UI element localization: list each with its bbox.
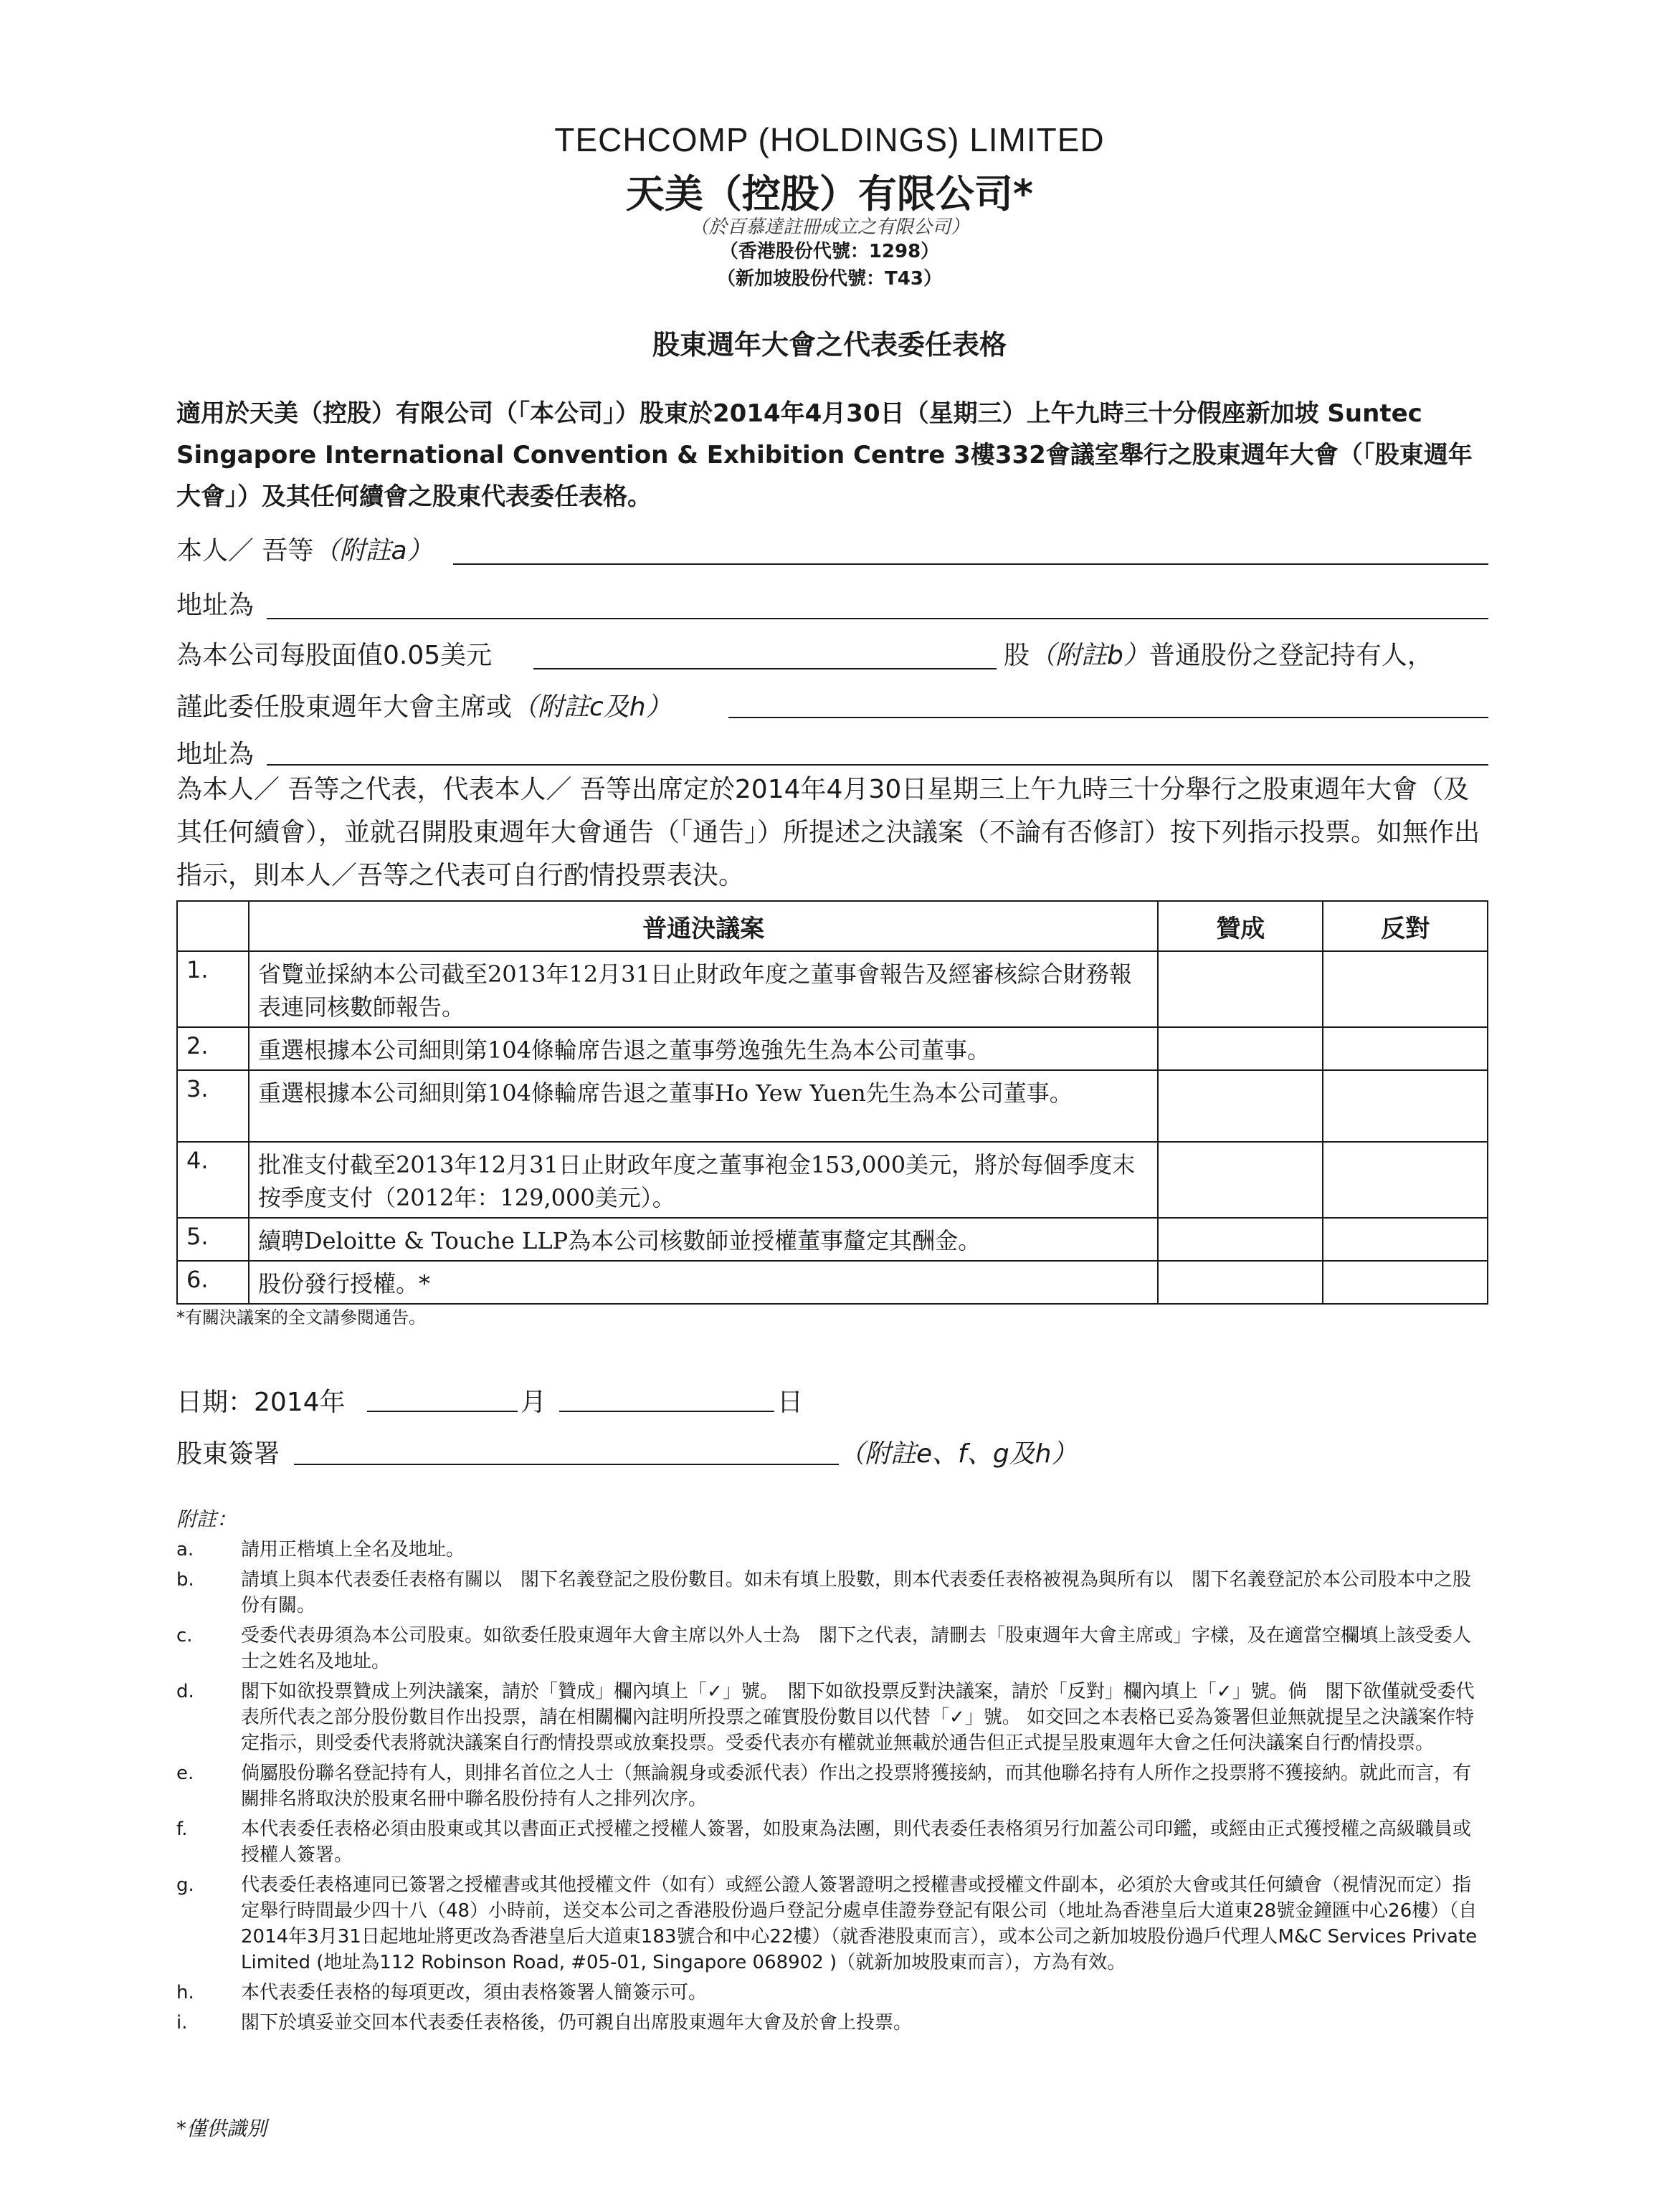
signature-note: （附註e、f、g及h） [839, 1439, 1078, 1469]
note-item [176, 1537, 1488, 1563]
table-row [177, 951, 1488, 1027]
vote-for-cell[interactable] [1158, 1070, 1323, 1142]
row-text: 重選根據本公司細則第104條輪席告退之董事勞逸強先生為本公司董事。 [249, 1027, 1159, 1070]
note-item [176, 1760, 1488, 1812]
note-key: c. [176, 1625, 193, 1646]
intro-paragraph: 適用於天美（控股）有限公司（「本公司」）股東於2014年4月30日（星期三）上午九時三十分假座新加坡 Suntec Singapore International Convention & Exhibition Centre 3樓332會議室舉行之股東週年大會（「股東週年大會」）及其任何續會之股東代表委任表格。 [176, 399, 1473, 511]
row-number: 3. [177, 1070, 249, 1142]
header-for: 贊成 [1158, 901, 1323, 951]
signature-label: 股東簽署 [176, 1439, 280, 1469]
vote-for-cell[interactable] [1158, 951, 1323, 1027]
row-text: 股份發行授權。* [249, 1261, 1159, 1304]
row-number: 1. [177, 951, 249, 1027]
we-note: （附註a） [313, 536, 433, 566]
note-text: 本代表委任表格必須由股東或其以書面正式授權之授權人簽署，如股東為法團，則代表委任表格須另行加蓋公司印鑑，或經由正式獲授權之高級職員或授權人簽署。 [241, 1818, 1472, 1866]
address-field[interactable] [267, 618, 1488, 619]
note-item [176, 1679, 1488, 1756]
note-text: 請填上與本代表委任表格有關以 閣下名義登記之股份數目。如未有填上股數，則本代表委任表格被視為與所有以 閣下名義登記於本公司股本中之股份有關。 [241, 1569, 1472, 1616]
table-header-row [177, 901, 1488, 951]
note-text: 本代表委任表格的每項更改，須由表格簽署人簡簽示可。 [241, 1982, 708, 2003]
note-key: e. [176, 1763, 194, 1784]
note-key: g. [176, 1874, 194, 1896]
day-field[interactable] [559, 1411, 774, 1412]
row-number: 6. [177, 1261, 249, 1304]
proxy-name-field[interactable] [728, 717, 1488, 718]
signature-field[interactable] [294, 1464, 839, 1465]
form-title: 股東週年大會之代表委任表格 [652, 329, 1007, 361]
note-text: 代表委任表格連同已簽署之授權書或其他授權文件（如有）或經公證人簽署證明之授權書或授權文件副本，必須於大會或其任何續會（視情況而定）指定舉行時間最少四十八（48）小時前，送交本公司之香港股份過戶登記分處卓佳證券登記有限公司（地址為香港皇后大道東28號金鐘匯中心26樓）（自2014年3月31日起地址將更改為香港皇后大道東183號合和中心22樓）（就香港股東而言），或本公司之新加坡股份過戶代理人M&C Services Private Limited (地址為112 Robinson Road, #05-01, Singapore 068902 )（就新加坡股東而言），方為有效。 [241, 1874, 1478, 1973]
day-label: 日 [777, 1388, 804, 1417]
header-against: 反對 [1323, 901, 1488, 951]
proxy-address-field[interactable] [267, 764, 1488, 766]
note-key: i. [176, 2012, 188, 2034]
table-row [177, 1218, 1488, 1261]
appoint-row [176, 687, 672, 723]
note-item [176, 1980, 1488, 2006]
note-key: a. [176, 1539, 194, 1560]
row-text: 重選根據本公司細則第104條輪席告退之董事Ho Yew Yuen先生為本公司董事。 [249, 1070, 1159, 1142]
note-text: 倘屬股份聯名登記持有人，則排名首位之人士（無論親身或委派代表）作出之投票將獲接納，而其他聯名持有人所作之投票將不獲接納。就此而言，有關排名將取決於股東名冊中聯名股份持有人之排列次序。 [241, 1763, 1472, 1810]
resolutions-table [176, 900, 1488, 1305]
appoint-label: 謹此委任股東週年大會主席或 [176, 692, 513, 722]
table-row [177, 1070, 1488, 1142]
share-count-field[interactable] [533, 668, 997, 669]
row-text: 續聘Deloitte & Touche LLP為本公司核數師並授權董事釐定其酬金。 [249, 1218, 1159, 1261]
shareholder-name-field[interactable] [453, 563, 1488, 565]
shareholder-name-row [176, 530, 433, 567]
note-text: 受委代表毋須為本公司股東。如欲委任股東週年大會主席以外人士為 閣下之代表，請刪去「股東週年大會主席或」字樣，及在適當空欄填上該受委人士之姓名及地址。 [241, 1625, 1472, 1672]
row-text: 批准支付截至2013年12月31日止財政年度之董事袍金153,000美元，將於每個季度末按季度支付（2012年：129,000美元）。 [249, 1142, 1159, 1218]
note-item [176, 1623, 1488, 1674]
vote-against-cell[interactable] [1323, 1027, 1488, 1070]
proxy-paragraph: 為本人／ 吾等之代表，代表本人／ 吾等出席定於2014年4月30日星期三上午九時三十分舉行之股東週年大會（及其任何續會），並就召開股東週年大會通告（「通告」）所提述之決議案（不論有否修訂）按下列指示投票。如無作出指示，則本人／吾等之代表可自行酌情投票表決。 [176, 775, 1480, 890]
vote-against-cell[interactable] [1323, 1261, 1488, 1304]
date-label: 日期：2014年 [176, 1388, 346, 1417]
row-number: 5. [177, 1218, 249, 1261]
notes-heading: 附註： [176, 1507, 237, 1531]
table-row [177, 1261, 1488, 1304]
table-row [177, 1142, 1488, 1218]
month-field[interactable] [367, 1411, 518, 1412]
note-item [176, 1872, 1488, 1975]
note-text: 請用正楷填上全名及地址。 [241, 1539, 465, 1560]
sg-stock-code: （新加坡股份代號：T43） [717, 268, 942, 290]
we-label: 本人／ 吾等 [176, 536, 314, 566]
holder-suffix: 普通股份之登記持有人， [1149, 641, 1433, 670]
note-text: 閣下於填妥並交回本代表委任表格後，仍可親自出席股東週年大會及於會上投票。 [241, 2012, 913, 2034]
vote-for-cell[interactable] [1158, 1027, 1323, 1070]
table-row [177, 1027, 1488, 1070]
company-name-en: TECHCOMP (HOLDINGS) LIMITED [554, 121, 1105, 158]
header-resolution: 普通決議案 [249, 901, 1159, 951]
note-key: h. [176, 1982, 194, 2003]
appoint-note: （附註c及h） [512, 692, 672, 722]
incorporation-note: （於百慕達註冊成立之有限公司） [689, 216, 969, 238]
note-item [176, 1816, 1488, 1868]
header-no [177, 901, 249, 951]
note-key: d. [176, 1681, 194, 1702]
note-key: b. [176, 1569, 194, 1591]
vote-against-cell[interactable] [1323, 1142, 1488, 1218]
holder-rest [1004, 635, 1433, 672]
row-number: 2. [177, 1027, 249, 1070]
footer-note: *僅供識別 [176, 2117, 267, 2140]
note-key: f. [176, 1818, 188, 1840]
note-item [176, 1567, 1488, 1619]
company-name-zh: 天美（控股）有限公司* [625, 171, 1034, 216]
month-label: 月 [520, 1388, 547, 1417]
vote-for-cell[interactable] [1158, 1261, 1323, 1304]
note-text: 閣下如欲投票贊成上列決議案，請於「贊成」欄內填上「✓」號。 閣下如欲投票反對決議案，請於「反對」欄內填上「✓」號。倘 閣下欲僅就受委代表所代表之部分股份數目作出投票，請在相關欄內註明所投票之確實股份數目以代替「✓」號。 如交回之本表格已妥為簽署但並無就提呈之決議案作特定指示，則受委代表將就決議案自行酌情投票或放棄投票。受委代表亦有權就並無載於通告但正式提呈股東週年大會之任何決議案自行酌情投票。 [241, 1681, 1475, 1754]
vote-for-cell[interactable] [1158, 1142, 1323, 1218]
holder-note: （附註b） [1030, 641, 1149, 670]
vote-for-cell[interactable] [1158, 1218, 1323, 1261]
note-item [176, 2010, 1488, 2036]
hk-stock-code: （香港股份代號：1298） [719, 241, 940, 262]
table-footnote: *有關決議案的全文請參閱通告。 [176, 1307, 426, 1327]
address-label: 地址為 [176, 591, 255, 620]
row-text: 省覽並採納本公司截至2013年12月31日止財政年度之董事會報告及經審核綜合財務報表連同核數師報告。 [249, 951, 1159, 1027]
vote-against-cell[interactable] [1323, 1070, 1488, 1142]
row-number: 4. [177, 1142, 249, 1218]
vote-against-cell[interactable] [1323, 1218, 1488, 1261]
address2-label: 地址為 [176, 740, 255, 769]
vote-against-cell[interactable] [1323, 951, 1488, 1027]
notes-list [176, 1537, 1488, 2040]
holder-prefix: 為本公司每股面值0.05美元 [176, 641, 493, 670]
holder-mid: 股 [1004, 641, 1030, 670]
